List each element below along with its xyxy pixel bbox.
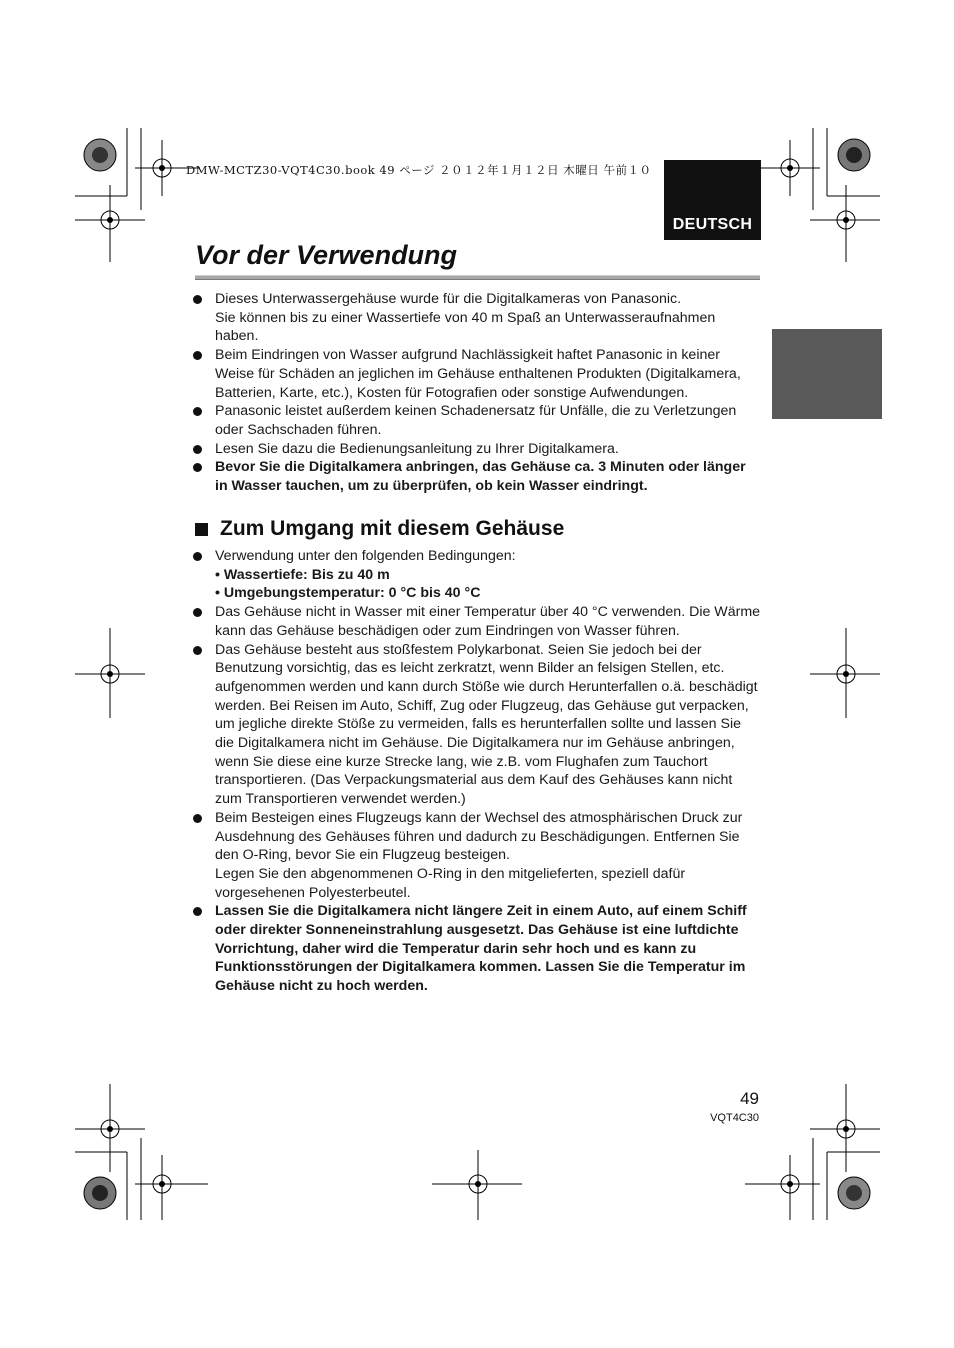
bullet-icon <box>193 907 202 916</box>
handling-list <box>193 547 761 996</box>
intro-list <box>193 290 761 496</box>
list-item: Lassen Sie die Digitalkamera nicht längere Zeit in einem Auto, auf einem Schiff oder direkter Sonneneinstrahlung ausgesetzt. Das Gehäuse ist eine luftdichte Vorrichtung, daher wird die Temperatur darin sehr hoch und es kann zu Funktionsstörungen der Digitalkamera kommen. Lassen Sie die Temperatur im Gehäuse nicht zu hoch werden. <box>193 902 761 996</box>
list-item: Dieses Unterwassergehäuse wurde für die Digitalkameras von Panasonic. Sie können bis zu einer Wassertiefe von 40 m Spaß an Unterwasseraufnahmen haben. <box>193 290 761 346</box>
list-item: Beim Eindringen von Wasser aufgrund Nachlässigkeit haftet Panasonic in keiner Weise für Schäden an jeglichen im Gehäuse enthaltenen Produkten (Digitalkamera, Batterien, Karte, etc.), Kosten für Fotografien oder sonstige Aufwendungen. <box>193 346 761 402</box>
title-underline <box>195 275 760 280</box>
page-number: 49 <box>740 1089 759 1108</box>
list-item: Panasonic leistet außerdem keinen Schadenersatz für Unfälle, die zu Verletzungen oder Sachschaden führen. <box>193 402 761 439</box>
bullet-icon <box>193 407 202 416</box>
book-file-header: DMW-MCTZ30-VQT4C30.book 49 ページ ２０１２年１月１２日 木曜日 午前１０ <box>186 163 652 177</box>
section-heading: Zum Umgang mit diesem Gehäuse <box>195 517 564 541</box>
bullet-icon <box>193 463 202 472</box>
list-item: Beim Besteigen eines Flugzeugs kann der Wechsel des atmosphärischen Druck zur Ausdehnung des Gehäuses führen und dadurch zu Beschädigungen. Entfernen Sie den O-Ring, bevor Sie ein Flugzeug besteigen. Legen Sie den abgenommenen O-Ring in den mitgelieferten, speziell dafür vorgesehenen Polyesterbeutel. <box>193 809 761 903</box>
bullet-icon <box>193 646 202 655</box>
list-item: Das Gehäuse besteht aus stoßfestem Polykarbonat. Seien Sie jedoch bei der Benutzung vorsichtig, das es leicht zerkratzt, wenn Bilder an felsigen Stellen, etc. aufgenommen werden und kann durch Stöße wie durch Herunterfallen o.ä. beschädigt werden. Bei Reisen im Auto, Schiff, Zug oder Flugzeug, das Gehäuse gut verpacken, um jegliche direkte Stöße zu vermeiden, falls es herunterfallen sollte und lassen Sie die Digitalkamera nicht im Gehäuse. Die Digitalkamera nur im Gehäuse anbringen, wenn Sie diese eine kurze Strecke lang, wie z.B. vom Flughafen zum Tauchort transportieren. (Das Verpackungsmaterial aus dem Kauf des Gehäuses kann nicht zum Transportieren verwendet werden.) <box>193 641 761 809</box>
list-item: Bevor Sie die Digitalkamera anbringen, das Gehäuse ca. 3 Minuten oder länger in Wasser tauchen, um zu überprüfen, ob kein Wasser eindringt. <box>193 458 761 495</box>
list-item: Verwendung unter den folgenden Bedingungen: • Wassertiefe: Bis zu 40 m • Umgebungstemperatur: 0 °C bis 40 °C <box>193 547 761 603</box>
bullet-icon <box>193 445 202 454</box>
language-tab: DEUTSCH <box>664 160 761 240</box>
square-bullet-icon <box>195 523 208 536</box>
bullet-icon <box>193 295 202 304</box>
bullet-icon <box>193 552 202 561</box>
side-thumb-tab <box>772 329 882 419</box>
bullet-icon <box>193 608 202 617</box>
list-item: Lesen Sie dazu die Bedienungsanleitung zu Ihrer Digitalkamera. <box>193 440 761 459</box>
bullet-icon <box>193 351 202 360</box>
document-code: VQT4C30 <box>710 1112 759 1124</box>
page-title: Vor der Verwendung <box>195 240 458 270</box>
list-item: Das Gehäuse nicht in Wasser mit einer Temperatur über 40 °C verwenden. Die Wärme kann das Gehäuse beschädigen oder zum Eindringen von Wasser führen. <box>193 603 761 640</box>
bullet-icon <box>193 814 202 823</box>
